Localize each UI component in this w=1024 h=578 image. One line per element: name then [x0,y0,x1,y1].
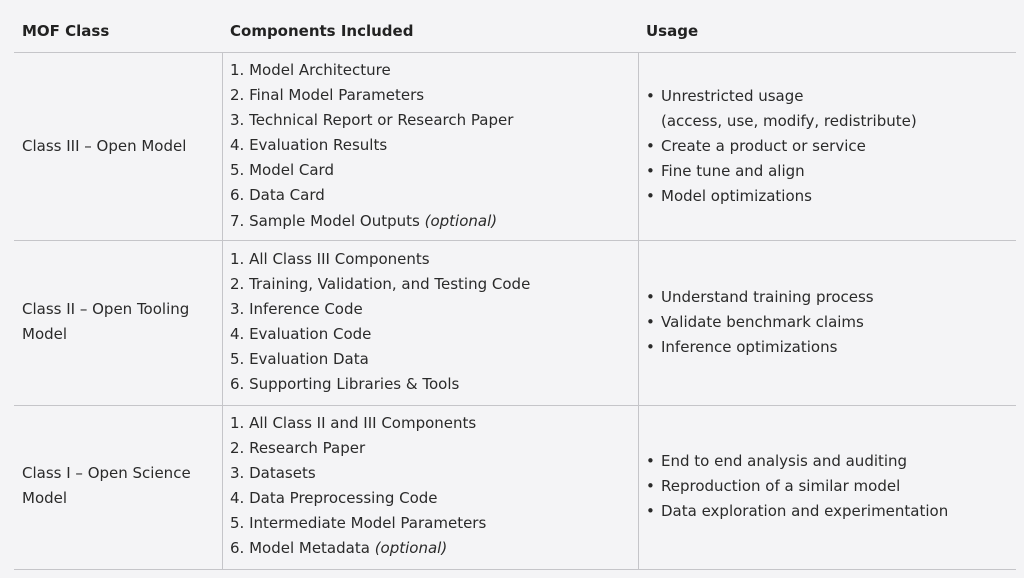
bullet-icon: • [646,477,655,496]
components-list [230,247,530,398]
component-text: 4. Evaluation Results [230,136,388,155]
column-divider [222,53,223,240]
usage-item [646,285,874,310]
bullet-icon: • [646,502,655,521]
bullet-icon: • [646,137,655,156]
usage-text: Reproduction of a similar model [661,477,901,496]
component-item [230,511,486,536]
header-components: Components Included [230,22,414,40]
class-name-cell [22,461,191,511]
usage-text: Validate benchmark claims [661,313,864,332]
component-text: 7. Sample Model Outputs [230,211,425,230]
components-list [230,58,513,234]
component-item [230,133,513,158]
component-text: 3. Inference Code [230,300,363,319]
class-name-cell [22,297,189,347]
usage-list [646,449,948,524]
table-row-class-1 [14,406,1016,570]
usage-text: Fine tune and align [661,162,805,181]
usage-item [646,159,917,184]
bullet-icon: • [646,452,655,470]
component-text: 3. Datasets [230,464,316,483]
component-item [230,108,513,133]
bullet-icon: • [646,288,655,306]
component-text: 6. Data Card [230,186,325,205]
column-divider [638,406,639,569]
component-item [230,436,486,461]
class-name-line: Class III – Open Model [22,137,187,155]
column-divider [638,241,639,405]
usage-list [646,285,874,360]
usage-item [646,310,874,335]
component-item [230,486,486,511]
usage-item [646,474,948,499]
bullet-icon: • [646,338,655,357]
class-name-line: Class I – Open Science [22,464,191,482]
table-header [0,0,1024,52]
component-item [230,58,513,83]
class-name-line: Class II – Open Tooling [22,300,190,318]
component-item [230,372,530,397]
component-text: 4. Evaluation Code [230,325,372,344]
component-item [230,536,486,561]
component-item [230,247,530,272]
bullet-icon: • [646,187,655,206]
table-row-class-3 [14,53,1016,241]
component-item [230,83,513,108]
component-item [230,272,530,297]
usage-item [646,184,917,209]
component-text: 5. Evaluation Data [230,350,369,369]
usage-text: Inference optimizations [661,338,838,357]
usage-item [646,449,948,474]
header-mof-class: MOF Class [22,22,110,40]
components-list [230,411,486,562]
optional-tag: (optional) [374,539,448,558]
component-text: 6. Model Metadata [230,539,375,558]
usage-item [646,134,917,159]
component-text: 5. Intermediate Model Parameters [230,514,487,533]
column-divider [222,241,223,405]
component-item [230,209,513,234]
component-item [230,461,486,486]
component-text: 1. All Class III Components [230,250,430,268]
usage-text: End to end analysis and auditing [661,452,908,470]
table-row-class-2 [14,241,1016,406]
bullet-icon: • [646,162,655,181]
class-name-cell [22,134,186,159]
table-body [14,52,1016,571]
optional-tag: (optional) [424,211,498,230]
component-text: 3. Technical Report or Research Paper [230,111,514,130]
usage-item [646,499,948,524]
component-text: 2. Research Paper [230,439,366,458]
class-name-line: Model [22,489,68,507]
component-text: 1. Model Architecture [230,61,391,79]
usage-item [646,84,917,134]
usage-text: Understand training process [661,288,874,306]
component-text: 5. Model Card [230,161,334,180]
component-item [230,322,530,347]
header-usage: Usage [646,22,699,40]
component-text: 6. Supporting Libraries & Tools [230,375,460,394]
class-name-line: Model [22,325,68,343]
usage-text: Unrestricted usage [661,87,804,105]
usage-text: Create a product or service [661,137,866,156]
usage-text: Data exploration and experimentation [661,502,949,521]
usage-text-continued: (access, use, modify, redistribute) [661,112,917,131]
component-item [230,183,513,208]
component-item [230,297,530,322]
usage-text: Model optimizations [661,187,812,206]
component-item [230,158,513,183]
bullet-icon: • [646,313,655,332]
component-text: 2. Final Model Parameters [230,86,425,105]
column-divider [222,406,223,569]
bullet-icon: • [646,87,655,105]
column-divider [638,53,639,240]
usage-list [646,84,917,209]
component-text: 2. Training, Validation, and Testing Code [230,275,531,294]
component-text: 1. All Class II and III Components [230,414,477,432]
usage-item [646,335,874,360]
component-item [230,411,486,436]
component-text: 4. Data Preprocessing Code [230,489,438,508]
component-item [230,347,530,372]
